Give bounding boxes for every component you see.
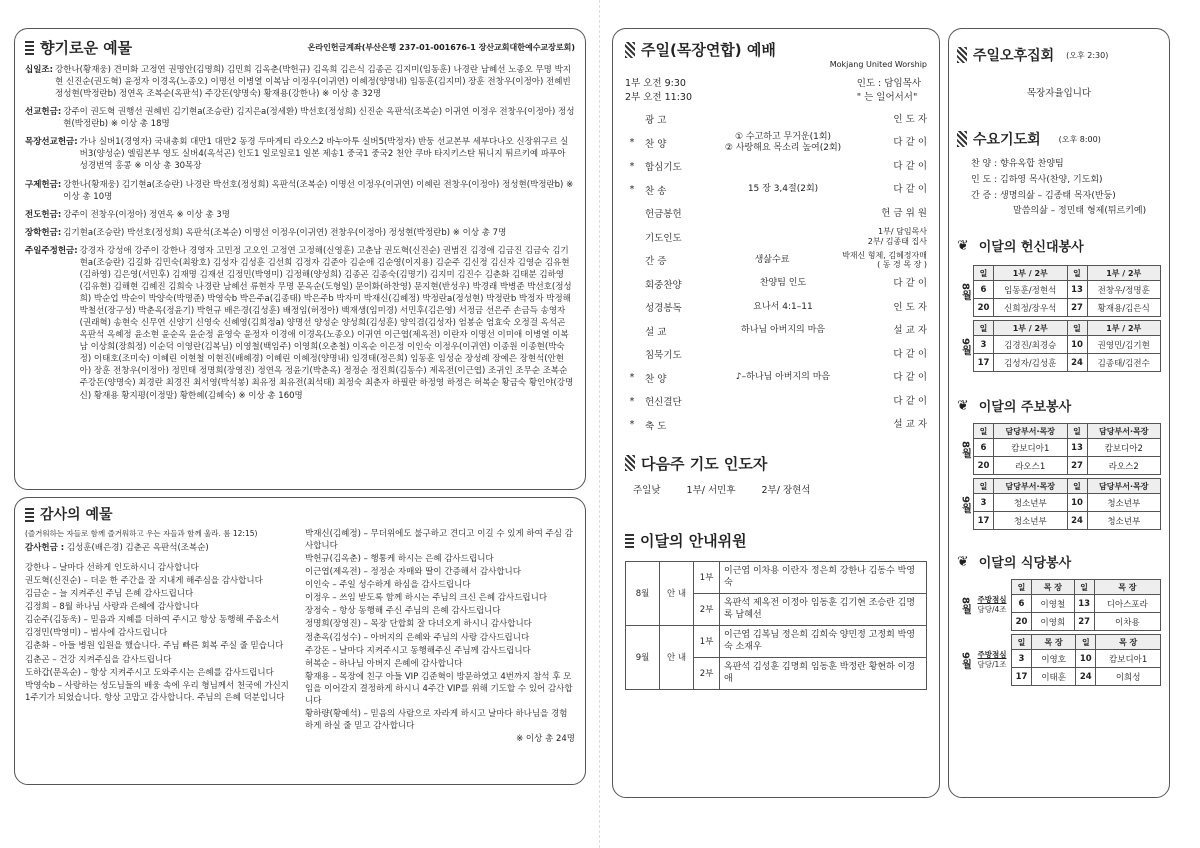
thanks-item: 정명희(장영진) – 목장 단합회 잘 다녀오게 하시니 감사합니다 bbox=[305, 619, 532, 630]
thanks-item: 김정희 – 8월 하나님 사랑과 은혜에 감사합니다 bbox=[25, 602, 199, 613]
service-row bbox=[625, 366, 927, 390]
dedication-header-cell: 일 bbox=[974, 266, 994, 281]
offering-item-label: 십일조: bbox=[25, 65, 54, 75]
dedication-cell: 3 bbox=[974, 336, 994, 354]
thanks-total: ※ 이상 총 24명 bbox=[516, 734, 575, 744]
wednesday-row: 말씀의삶 – 정민태 형제(튀르키예) bbox=[1013, 206, 1147, 217]
offering-item-label: 주일주정헌금: bbox=[25, 245, 78, 256]
thanks-head-label: 감사헌금 : bbox=[25, 543, 65, 553]
bulletin-row bbox=[974, 457, 1161, 475]
guides-title: 이달의 안내위원 bbox=[640, 531, 747, 550]
kitchen-header-row bbox=[1012, 635, 1161, 650]
thanks-left-list bbox=[25, 562, 291, 704]
guide-names: 옥판석 제옥전 이정아 임동훈 김기현 조승란 김명록 남혜선 bbox=[720, 593, 927, 625]
next-prayer-label: 주일낮 bbox=[633, 484, 661, 496]
right-box bbox=[948, 28, 1170, 798]
kitchen-cell: 이차용 bbox=[1094, 613, 1160, 631]
leaf-icon: ❦ bbox=[957, 553, 969, 570]
service-item-content: 생삶수료 bbox=[754, 254, 790, 265]
thanks-left-column bbox=[25, 528, 291, 745]
bulletin-header-cell: 담당부서·목장 bbox=[1087, 424, 1161, 439]
service-item-name: 기도인도 bbox=[645, 232, 682, 244]
dedication-cell: 김성자/김성훈 bbox=[994, 354, 1068, 372]
service-item-name: 찬 송 bbox=[645, 185, 667, 197]
thanks-item: 김춘화 – 아들 병원 입원을 했습니다. 주님 빠른 회복 주실 줄 믿습니다 bbox=[25, 641, 284, 652]
guide-role: 안 내 bbox=[660, 625, 694, 689]
bulletin-cell: 13 bbox=[1067, 439, 1087, 457]
bulletin-block bbox=[957, 478, 1161, 530]
stand-marker: * bbox=[629, 184, 635, 196]
kitchen-header-cell: 일 bbox=[1076, 635, 1096, 650]
service-item-name: 헌금봉헌 bbox=[645, 209, 682, 221]
kitchen-tables bbox=[957, 579, 1161, 686]
wednesday-row: 찬 양 : 향유옥합 찬양팀 bbox=[971, 159, 1064, 169]
offering-item-text: 김기현a(조승란) 박선호(정성희) 옥판석(조복순) 이명선 이정우(이귀연) 전창우(이정아) 정성현(박정란b) ※ 이상 총 7명 bbox=[63, 227, 507, 238]
afternoon-time: (오후 2:30) bbox=[1066, 50, 1109, 60]
kitchen-cell: 이영철 bbox=[1032, 595, 1075, 613]
offering-item-text: 강한나(황재웅) 김기현a(조승란) 나경란 박선호(정성희) 옥판석(조복순) 이명선 이정우(이귀연) 이혜린 전창우(이정아) 정성현(박정란b) ※ 이상 총 10명 bbox=[63, 179, 574, 202]
kitchen-cell: 27 bbox=[1074, 613, 1094, 631]
thanks-item: 허복순 – 하나님 아버지 은혜에 감사합니다 bbox=[305, 658, 463, 669]
grip-icon bbox=[625, 455, 635, 471]
service-row bbox=[625, 413, 927, 437]
service-item-person: 헌 금 위 원 bbox=[881, 207, 927, 219]
thanks-item: 정춘옥(김성수) – 아버지의 은혜와 주님의 사랑 감사드립니다 bbox=[305, 632, 530, 643]
kitchen-cell: 이영호 bbox=[1032, 650, 1076, 668]
dedication-row bbox=[974, 336, 1161, 354]
service-item-content: 하나님 아버지의 마음 bbox=[741, 325, 825, 336]
dedication-cell: 권영민/김기현 bbox=[1087, 336, 1161, 354]
thanks-head-text: 김성훈(배은경) 김춘곤 옥판석(조복순) bbox=[66, 543, 209, 553]
kitchen-header-cell: 일 bbox=[1074, 580, 1094, 595]
kitchen-row bbox=[1012, 613, 1161, 631]
next-prayer-1: 1부/ 서민후 bbox=[686, 484, 736, 496]
kitchen-lead-title: 주방점심 bbox=[977, 595, 1007, 605]
dedication-cell: 김종태/김전수 bbox=[1087, 354, 1161, 372]
bulletin-month: 9월 bbox=[959, 495, 971, 513]
kitchen-cell: 캄보디아1 bbox=[1096, 650, 1161, 668]
service-row bbox=[625, 225, 927, 249]
worship-stand-note: " 는 일어서서" bbox=[856, 92, 918, 104]
dedication-cell: 17 bbox=[974, 354, 994, 372]
bulletin-header-cell: 일 bbox=[1067, 424, 1087, 439]
leaf-icon: ❦ bbox=[957, 237, 969, 254]
service-row bbox=[625, 131, 927, 155]
kitchen-cell: 20 bbox=[1012, 613, 1032, 631]
bulletin-cell: 20 bbox=[974, 457, 994, 475]
offering-item bbox=[25, 106, 575, 130]
thanks-item: 황하량(황예석) – 믿음의 사람으로 자라게 하시고 날마다 하나님을 경험하게 하실 줄 믿고 감사합니다 bbox=[305, 708, 568, 731]
order-of-service bbox=[625, 108, 927, 437]
service-row bbox=[625, 178, 927, 202]
offering-item-label: 장학헌금: bbox=[25, 227, 62, 238]
offering-box bbox=[14, 28, 586, 490]
service-item-person: 인 도 자 bbox=[893, 113, 927, 125]
kitchen-month: 9월 bbox=[959, 651, 971, 669]
kitchen-cell: 이태훈 bbox=[1032, 668, 1076, 686]
service-item-person: 다 같 이 bbox=[893, 348, 927, 360]
bulletin-cell: 10 bbox=[1067, 494, 1087, 512]
kitchen-block bbox=[957, 579, 1161, 631]
bulletin-header-cell: 일 bbox=[1067, 479, 1087, 494]
wednesday-time: (오후 8:00) bbox=[1058, 134, 1101, 144]
offering-item-text: 강한나(황재웅) 견미화 고정연 권명안(김명희) 김민희 김옥춘(박헌규) 김옥희 김은식 김종곤 김지미(임동훈) 나경란 남혜선 노종오 무명 박지현 신진순(권도혁) 윤정자 이경옥(노종오) 이명선 이병열 이복남 이정우(이귀연) 이혜정(양명내) 임동훈(김지미) 장훈 전창우(이정아) 전혜빈 정성현(박정란b) 정연옥 조복순(옥판석) 주강돈(양명숙) 황재용(강한나) ※ 이상 총 32명 bbox=[55, 65, 572, 100]
offering-item bbox=[25, 209, 575, 221]
thanks-item: 박영숙b – 사랑하는 성도님들의 배웅 속에 우리 형님께서 천국에 가신지 1주기가 되었습니다. 항상 고맙고 감사합니다. 주님의 은혜 덕분입니다 bbox=[25, 680, 289, 703]
service-item-person: 1부/ 담임목사 2부/ 김종태 집사 bbox=[867, 227, 927, 246]
offering-item-label: 선교헌금: bbox=[25, 107, 62, 118]
bulletin-row bbox=[974, 512, 1161, 530]
thanks-item: 강한나 – 날마다 선하게 인도하시니 감사합니다 bbox=[25, 563, 199, 574]
thanks-item: 장정숙 – 항상 동행해 주신 주님의 은혜 감사드립니다 bbox=[305, 606, 501, 617]
bulletin-cell: 캄보디아2 bbox=[1087, 439, 1161, 457]
grip-icon bbox=[625, 42, 635, 58]
dedication-header-cell: 일 bbox=[974, 321, 994, 336]
service-item-name: 찬 양 bbox=[645, 373, 667, 385]
service-row bbox=[625, 272, 927, 296]
bulletin-cell: 27 bbox=[1067, 457, 1087, 475]
kitchen-cell: 이희성 bbox=[1096, 668, 1161, 686]
guide-month: 9월 bbox=[626, 625, 660, 689]
bulletin-cell: 청소년부 bbox=[1087, 494, 1161, 512]
dedication-month: 9월 bbox=[959, 337, 971, 355]
service-row bbox=[625, 202, 927, 226]
service-item-person: 설 교 자 bbox=[893, 419, 927, 431]
guide-month: 8월 bbox=[626, 561, 660, 625]
kitchen-header-row bbox=[1012, 580, 1161, 595]
guide-part: 2부 bbox=[694, 593, 720, 625]
service-item-name: 찬 양 bbox=[645, 138, 667, 150]
service-item-content: ① 수고하고 무거운(1회) ② 사랑해요 목소리 높여(2회) bbox=[724, 131, 842, 153]
dedication-header-cell: 일 bbox=[1067, 321, 1087, 336]
bulletin-cell: 3 bbox=[974, 494, 994, 512]
dedication-cell: 김경진/최경승 bbox=[994, 336, 1068, 354]
next-prayer-2: 2부/ 장현석 bbox=[761, 484, 811, 496]
bulletin-row bbox=[974, 439, 1161, 457]
bulletin-cell: 라오스2 bbox=[1087, 457, 1161, 475]
dedication-cell: 전창우/정명훈 bbox=[1087, 281, 1161, 299]
bulletin-cell: 17 bbox=[974, 512, 994, 530]
guide-row bbox=[626, 561, 927, 593]
kitchen-block bbox=[957, 634, 1161, 686]
wednesday-header bbox=[957, 129, 1041, 149]
bulletin-cell: 청소년부 bbox=[994, 512, 1068, 530]
offering-account: 온라인헌금계좌(부산은행 237-01-001676-1 장산교회대한예수교장로회) bbox=[307, 43, 575, 52]
bulletin-tables bbox=[957, 423, 1161, 530]
kitchen-header-cell: 일 bbox=[1012, 580, 1032, 595]
wednesday-row: 인 도 : 김하영 목사(찬양, 기도회) bbox=[971, 174, 1103, 185]
service-item-person: 박재신 형제, 김혜정자매 ( 동 경 목 장 ) bbox=[842, 250, 927, 270]
offering-list bbox=[25, 64, 575, 402]
dedication-header-cell: 일 bbox=[1067, 266, 1087, 281]
offering-item bbox=[25, 136, 575, 172]
grip-icon bbox=[957, 131, 967, 147]
wednesday-row: 간 증 : 생명의삶 – 김종태 목자(반둥) bbox=[971, 190, 1116, 201]
kitchen-row bbox=[1012, 595, 1161, 613]
thanks-right-column bbox=[305, 528, 575, 745]
bulletin-table bbox=[973, 478, 1161, 530]
offering-item bbox=[25, 64, 575, 100]
kitchen-header-cell: 목 장 bbox=[1094, 580, 1160, 595]
afternoon-title: 주일오후집회 bbox=[973, 48, 1055, 64]
kitchen-lead bbox=[973, 579, 1011, 631]
service-item-content: 찬양팀 인도 bbox=[759, 278, 807, 289]
service-row bbox=[625, 390, 927, 414]
stand-marker: * bbox=[629, 419, 635, 431]
kitchen-table bbox=[1011, 579, 1161, 631]
thanks-item: 김정민(박영미) – 범사에 감사드립니다 bbox=[25, 628, 168, 639]
dedication-row bbox=[974, 299, 1161, 317]
kitchen-lead bbox=[973, 634, 1011, 686]
kitchen-cell: 3 bbox=[1012, 650, 1032, 668]
dedication-header-row bbox=[974, 266, 1161, 281]
bulletin-header-row bbox=[974, 424, 1161, 439]
bulletin-cell: 라오스1 bbox=[994, 457, 1068, 475]
dedication-header-cell: 1부 / 2부 bbox=[994, 266, 1068, 281]
service-row bbox=[625, 296, 927, 320]
offering-title: 향기로운 예물 bbox=[40, 39, 133, 57]
service-item-name: 간 증 bbox=[645, 256, 667, 268]
worship-subtitle: Mokjang United Worship bbox=[829, 60, 927, 69]
service-item-person: 다 같 이 bbox=[893, 372, 927, 384]
service-row bbox=[625, 249, 927, 273]
bulletin-month: 8월 bbox=[959, 440, 971, 458]
dedication-header-cell: 1부 / 2부 bbox=[1087, 266, 1161, 281]
grip-icon bbox=[957, 47, 967, 63]
kitchen-header-cell: 일 bbox=[1012, 635, 1032, 650]
kitchen-lead-team: 담당/4조 bbox=[977, 605, 1007, 614]
leaf-icon: ❦ bbox=[957, 397, 969, 414]
kitchen-header-cell: 목 장 bbox=[1096, 635, 1161, 650]
next-prayer-title: 다음주 기도 인도자 bbox=[641, 454, 768, 473]
guide-part: 2부 bbox=[694, 657, 720, 689]
stand-marker: * bbox=[629, 137, 635, 149]
thanks-item: 권도혁(신진순) – 더운 한 주간을 잘 지내게 해주심을 감사합니다 bbox=[25, 576, 263, 587]
worship-box bbox=[612, 28, 940, 798]
dedication-table bbox=[973, 320, 1161, 372]
kitchen-row bbox=[1012, 668, 1161, 686]
bulletin-title: 이달의 주보봉사 bbox=[978, 400, 1072, 415]
dedication-cell: 20 bbox=[974, 299, 994, 317]
thanks-item: 박헌규(김옥춘) – 행통케 하시는 은혜 감사드립니다 bbox=[305, 554, 494, 565]
dedication-tables bbox=[957, 265, 1161, 372]
bulletin-table bbox=[973, 423, 1161, 475]
thanks-item: 김춘곤 – 건강 지켜주심을 감사드립니다 bbox=[25, 654, 172, 665]
thanks-item: 김순주(김동욱) – 믿음과 지혜를 더하여 주시고 항상 동행해 주옵소서 bbox=[25, 615, 280, 626]
bulletin-row bbox=[974, 494, 1161, 512]
offering-header bbox=[25, 37, 132, 58]
offering-item bbox=[25, 245, 575, 402]
guide-part: 1부 bbox=[694, 625, 720, 657]
service-item-content: 요나서 4:1–11 bbox=[753, 301, 813, 312]
offering-item-text: 강경자 강성애 강주이 강한나 경영자 고민정 고오인 고정연 고정해(신영훈) 고춘남 권도혁(신진순) 권범진 김경애 김금진 김금숙 김기현a(조승란) 김길화 김민숙(최왕호) 김성자 김성훈 김선희 김정자 김준아 김순애 김순영(이지용) 김순주 김신정 김신자 김영순 김유현(김하영) 김은영(서민후) 김재명 김재선 김정민(박영미) 김정해(양성희) 김종곤 김종숙(김명기) 김지미 김진수 김춘화 김태분 김하영(김유현) 김해현 김혜진 김희숙 나경란 남혜선 류현자 무명 문옥순(도형일) 문이화(하찬영) 문지현(반성우) 박경래 박병준 박선호(정성희) 박순업 박순이 박양숙(박명준) 박영숙b 박은주a(김종태) 박은주b 박자미 박재신(김혜정) 박정란a(정성현) 박정란b 박정자 박정해 박철선(장구성) 박춘옥(정윤기) 박헌규 배은경(김성훈) 배정임(허정아) 백재생(임미경) 서민후(김은영) 서정금 선은주 손금득 송영자(권래혁) 송현숙 신무연 신양기 신영숙 신혜영(김희정a) 양명선 양성순 양성희(김성훈) 양익겸(김성자) 엄봉순 엄효숙 오정걸 옥석곤 옥판석 옥혜정 윤소현 윤순옥 윤순정 윤영숙 윤정자 이경애 이경옥(노종오) 이귀연 이근엽(제옥전) 이란자 이명선 이미애 이병열 이복남 이상희(장희정) 이순덕 이영란(김복님) 이영철(백임주) 이영희(오춘철) 이옥순 이은정 이인숙 이정우(이귀연) 이종원 이종현(박숙정) 이태호(조미숙) 이혜린 이현철 이현진(배혜경) 이혜린 이혜정(양명내) 임경태(정은희) 임동훈 임성순 장성례 장예은 장현석(안현아) 장훈 전창우(이정아) 정민태 정명희(장영진) 정연옥 정윤기(박춘옥) 정정순 정진희(김동수) 제옥전(이근엽) 조귀인 조무순 조복순 주강돈(양명숙) 최경란 최경진 최서영(박석봉) 최유정 최유전(최석태) 최정숙 최춘자 하필란 하정영 하정은 허복순 황금숙 황인야(강명신) 황재용 황지평(이정말) 황한혜(김혜숙) ※ 이상 총 160명 bbox=[79, 245, 574, 401]
guide-role: 안 내 bbox=[660, 561, 694, 625]
service-item-person: 다 같 이 bbox=[893, 395, 927, 407]
page-fold bbox=[599, 0, 600, 848]
kitchen-header-cell: 목 장 bbox=[1032, 635, 1076, 650]
dedication-table bbox=[973, 265, 1161, 317]
service-item-name: 설 교 bbox=[645, 326, 667, 338]
grip-icon bbox=[25, 507, 34, 522]
dedication-cell: 13 bbox=[1067, 281, 1087, 299]
guide-row bbox=[626, 625, 927, 657]
dedication-header-cell: 1부 / 2부 bbox=[1087, 321, 1161, 336]
guides-header bbox=[625, 530, 927, 551]
bulletin-cell: 청소년부 bbox=[994, 494, 1068, 512]
bulletin-header-cell: 일 bbox=[974, 424, 994, 439]
thanks-item: 황재용 – 목장에 친구 아들 VIP 김준혁이 방문하였고 4번까지 참석 후 모임을 이어갈지 결정하게 하시니 4주간 VIP를 위해 기도할 수 있어 감사합니다 bbox=[305, 671, 573, 706]
service-item-name: 성경봉독 bbox=[645, 303, 682, 315]
service-item-name: 헌신결단 bbox=[645, 397, 682, 409]
service-item-name: 축 도 bbox=[645, 420, 667, 432]
offering-item bbox=[25, 227, 575, 239]
kitchen-cell: 디아스포라 bbox=[1094, 595, 1160, 613]
dedication-header-cell: 1부 / 2부 bbox=[994, 321, 1068, 336]
service-row bbox=[625, 155, 927, 179]
dedication-title: 이달의 헌신대봉사 bbox=[978, 240, 1084, 255]
service-item-person: 설 교 자 bbox=[893, 325, 927, 337]
worship-leader: 인도 : 담임목사 bbox=[856, 78, 921, 89]
thanks-item: 이인숙 – 주일 성수하게 하심을 감사드립니다 bbox=[305, 580, 471, 591]
stand-marker: * bbox=[629, 160, 635, 172]
thanks-right-list bbox=[305, 528, 575, 732]
stand-marker: * bbox=[629, 372, 635, 384]
dedication-block bbox=[957, 320, 1161, 372]
thanks-box bbox=[14, 497, 586, 785]
dedication-cell: 10 bbox=[1067, 336, 1087, 354]
guides-table bbox=[625, 561, 927, 690]
kitchen-cell: 10 bbox=[1076, 650, 1096, 668]
service-row bbox=[625, 319, 927, 343]
offering-item-text: 가나 실버1(경영자) 국내총회 대만1 대만2 동경 두마게티 라오스2 바누아투 실버5(박정자) 반둥 선교본부 세부다나오 신장위구르 실버3(양성순) 엘림본부 영도 실버4(옥석곤) 인도1 일로일로1 일본 제송1 중국1 중국2 천안 쿠바 타지키스탄 튀니지 튀르키예 파푸아 성경번역 홍콩 ※ 이상 총 30목장 bbox=[79, 137, 569, 172]
bulletin-header-cell: 담당부서·목장 bbox=[994, 424, 1068, 439]
guide-names: 이근엽 이차용 이란자 정은희 강한나 김동수 박영숙 bbox=[720, 561, 927, 593]
dedication-row bbox=[974, 354, 1161, 372]
service-item-name: 회중찬양 bbox=[645, 279, 682, 291]
service-item-content: 15 장 3,4절(2회) bbox=[747, 184, 819, 195]
service-item-name: 침묵기도 bbox=[645, 350, 682, 362]
stand-marker: * bbox=[629, 395, 635, 407]
service-item-name: 광 고 bbox=[645, 115, 667, 127]
service-item-content: ♪–하나님 아버지의 마음 bbox=[735, 372, 831, 383]
dedication-month: 8월 bbox=[959, 282, 971, 300]
service-item-person: 다 같 이 bbox=[893, 184, 927, 196]
thanks-item: 이정우 – 쓰임 받도록 함께 하시는 주님의 크신 은혜 감사드립니다 bbox=[305, 593, 548, 604]
grip-icon bbox=[625, 533, 634, 548]
dedication-cell: 27 bbox=[1067, 299, 1087, 317]
next-prayer-header bbox=[625, 453, 927, 474]
kitchen-row bbox=[1012, 650, 1161, 668]
service-item-person: 다 같 이 bbox=[893, 137, 927, 149]
thanks-header bbox=[25, 504, 575, 524]
kitchen-cell: 이영희 bbox=[1032, 613, 1075, 631]
kitchen-lead-team: 담당/1조 bbox=[977, 660, 1007, 669]
offering-item-label: 구제헌금: bbox=[25, 179, 62, 190]
offering-item-text: 강주이 권도혁 권행선 권혜빈 김기현a(조승란) 김지은a(정세환) 박선호(정성희) 신진순 옥판석(조복순) 이귀연 이정우 전창우(이정아) 정성현(박정란b) ※ 이상 총 18명 bbox=[63, 107, 575, 130]
kitchen-cell: 17 bbox=[1012, 668, 1032, 686]
guide-part: 1부 bbox=[694, 561, 720, 593]
kitchen-header-cell: 목 장 bbox=[1032, 580, 1075, 595]
worship-time-1: 1부 오전 9:30 bbox=[625, 78, 686, 89]
bulletin-header-cell: 일 bbox=[974, 479, 994, 494]
afternoon-text: 목장자율입니다 bbox=[1026, 88, 1092, 99]
thanks-item: 이근엽(제옥전) – 정정순 자매와 딸이 간증해서 감사합니다 bbox=[305, 567, 521, 578]
afternoon-header bbox=[957, 45, 1054, 65]
bulletin-cell: 캄보디아1 bbox=[994, 439, 1068, 457]
offering-item-label: 목장선교헌금: bbox=[25, 137, 78, 148]
bulletin-cell: 6 bbox=[974, 439, 994, 457]
bulletin-header-cell: 담당부서·목장 bbox=[994, 479, 1068, 494]
bulletin-cell: 청소년부 bbox=[1087, 512, 1161, 530]
worship-time-2: 2부 오전 11:30 bbox=[625, 92, 692, 104]
service-item-person: 인 도 자 bbox=[893, 301, 927, 313]
worship-header bbox=[625, 39, 927, 60]
thanks-item: 주강돈 – 날마다 지켜주시고 동행해주신 주님께 감사드립니다 bbox=[305, 645, 531, 656]
kitchen-cell: 6 bbox=[1012, 595, 1032, 613]
wednesday-title: 수요기도회 bbox=[973, 132, 1041, 148]
kitchen-lead-title: 주방점심 bbox=[977, 650, 1007, 660]
kitchen-cell: 13 bbox=[1074, 595, 1094, 613]
guide-names: 이근엽 김복님 정은희 김희숙 양민정 고정희 박영숙 소재우 bbox=[720, 625, 927, 657]
thanks-title: 감사의 예물 bbox=[40, 507, 113, 523]
dedication-block bbox=[957, 265, 1161, 317]
bulletin-header-row bbox=[974, 479, 1161, 494]
thanks-verse: (즐거워하는 자들로 함께 즐거워하고 우는 자들과 함께 울라. 롬 12:15) bbox=[25, 529, 258, 538]
thanks-item: 김금순 – 늘 지켜주신 주님 은혜 감사드립니다 bbox=[25, 589, 194, 600]
kitchen-month: 8월 bbox=[959, 596, 971, 614]
guide-names: 옥판석 김성훈 김명희 임동훈 박정란 황현하 이경애 bbox=[720, 657, 927, 689]
bulletin-header bbox=[957, 396, 1161, 415]
service-item-person: 다 같 이 bbox=[893, 160, 927, 172]
offering-item bbox=[25, 179, 575, 203]
kitchen-table bbox=[1011, 634, 1161, 686]
service-item-person: 다 같 이 bbox=[893, 278, 927, 290]
service-row bbox=[625, 108, 927, 132]
dedication-cell: 황재용/김은식 bbox=[1087, 299, 1161, 317]
dedication-header bbox=[957, 236, 1161, 255]
wednesday-list bbox=[957, 157, 1161, 220]
thanks-item: 도하갑(문옥순) – 항상 지켜주시고 도와주시는 은혜를 감사드립니다 bbox=[25, 667, 274, 678]
grip-icon bbox=[25, 40, 34, 55]
service-row bbox=[625, 343, 927, 367]
service-item-name: 합심기도 bbox=[645, 162, 682, 174]
dedication-cell: 신희정/장우석 bbox=[994, 299, 1068, 317]
kitchen-header bbox=[957, 552, 1161, 571]
worship-title: 주일(목장연합) 예배 bbox=[641, 41, 776, 59]
dedication-row bbox=[974, 281, 1161, 299]
dedication-header-row bbox=[974, 321, 1161, 336]
offering-item-text: 강주이 전창우(이정아) 정연옥 ※ 이상 총 3명 bbox=[63, 209, 231, 220]
dedication-cell: 24 bbox=[1067, 354, 1087, 372]
bulletin-cell: 24 bbox=[1067, 512, 1087, 530]
dedication-cell: 6 bbox=[974, 281, 994, 299]
offering-item-label: 전도헌금: bbox=[25, 209, 62, 220]
thanks-item: 박재신(김혜정) – 무더위에도 불구하고 견디고 이길 수 있게 하여 주심 감사합니다 bbox=[305, 529, 573, 552]
bulletin-block bbox=[957, 423, 1161, 475]
dedication-cell: 임동훈/정현석 bbox=[994, 281, 1068, 299]
bulletin-header-cell: 담당부서·목장 bbox=[1087, 479, 1161, 494]
kitchen-title: 이달의 식당봉사 bbox=[978, 556, 1072, 571]
kitchen-cell: 24 bbox=[1076, 668, 1096, 686]
